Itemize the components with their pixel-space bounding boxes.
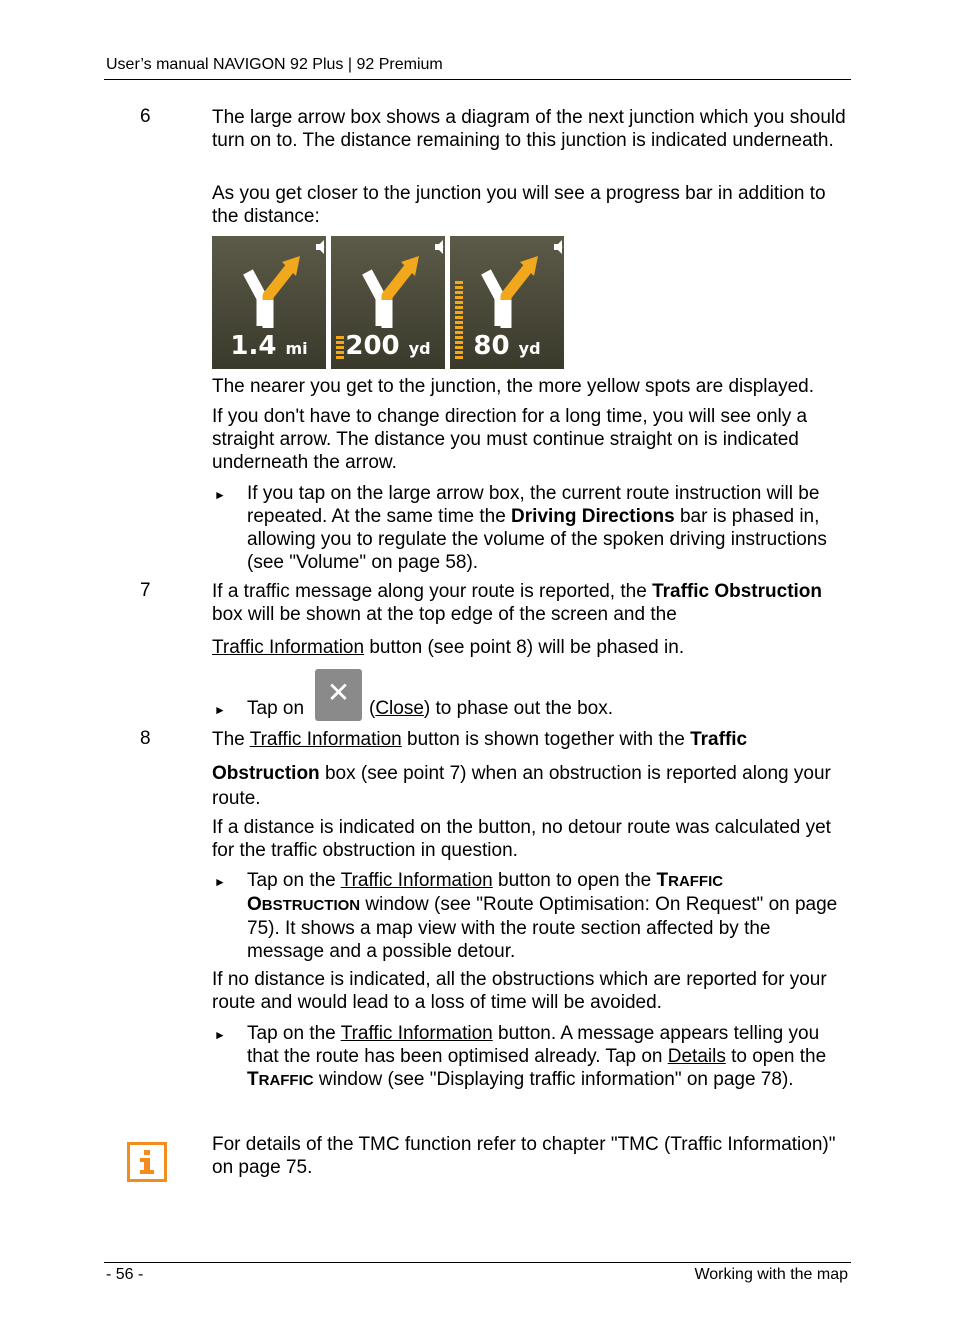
paragraph: The large arrow box shows a diagram of the next junction which you should turn on to. The distance remaining to this junction is indicated underneath. xyxy=(212,107,846,151)
bullet-item: Tap on the Traffic Information button. A message appears telling you that the route has been optimised already. Tap on Details to open the TRAFFIC window (see "Displaying traffic information" on page 78). xyxy=(247,1023,827,1090)
bullet-item: Tap on the Traffic Information button to open the TRAFFIC OBSTRUCTION window (see "Route Optimisation: On Request" on page 75). It shows a map view with the route section affected by the message and a possible detour. xyxy=(247,870,838,962)
bullet-item-cont: (Close) to phase out the box. xyxy=(369,698,613,719)
close-x-icon[interactable]: ✕ xyxy=(315,669,362,721)
bullet-item: Tap on xyxy=(247,698,305,719)
item-number: 7 xyxy=(140,580,151,601)
progress-spot xyxy=(455,326,463,329)
traffic-information-link[interactable]: Traffic Information xyxy=(249,729,402,750)
paragraph: If you don't have to change direction for a long time, you will see only a straight arrow. The distance you must continue straight on is indicated underneath the arrow. xyxy=(212,406,808,473)
progress-spot xyxy=(455,281,463,284)
item-number: 6 xyxy=(140,106,151,127)
paragraph: If a distance is indicated on the button, no detour route was calculated yet for the traffic obstruction in question. xyxy=(212,817,831,861)
bullet-arrow-icon: ► xyxy=(214,1028,226,1042)
page-number: - 56 - xyxy=(106,1266,144,1283)
traffic-information-link[interactable]: Traffic Information xyxy=(340,870,493,891)
progress-spot xyxy=(455,296,463,299)
note-text: For details of the TMC function refer to chapter "TMC (Traffic Information)" on page 75. xyxy=(212,1134,836,1178)
distance-label: 1.4 mi xyxy=(230,331,308,361)
progress-spot xyxy=(455,306,463,309)
bullet-item: If you tap on the large arrow box, the current route instruction will be repeated. At the same time the Driving Directions bar is phased in, allowing you to regulate the volume of the spoken driving instructions (see "Volume" on page 58). xyxy=(247,483,827,573)
distance-label: 200 yd xyxy=(345,331,431,361)
progress-spot xyxy=(455,311,463,314)
bullet-arrow-icon: ► xyxy=(214,488,226,502)
progress-spot xyxy=(455,286,463,289)
item-number: 8 xyxy=(140,728,151,749)
bullet-arrow-icon: ► xyxy=(214,875,226,889)
bullet-arrow-icon: ► xyxy=(214,703,226,717)
header-divider xyxy=(104,79,851,80)
paragraph: Obstruction box (see point 7) when an obstruction is reported along your route. xyxy=(212,763,831,809)
paragraph: If no distance is indicated, all the obstructions which are reported for your route and would lead to a loss of time will be avoided. xyxy=(212,969,827,1013)
progress-spot xyxy=(455,291,463,294)
info-icon xyxy=(127,1142,167,1182)
distance-label: 80 yd xyxy=(473,331,541,361)
arrow-box-tile xyxy=(450,236,564,369)
footer-section: Working with the map xyxy=(694,1266,848,1283)
paragraph: Traffic Information button (see point 8) will be phased in. xyxy=(212,637,685,658)
details-link[interactable]: Details xyxy=(667,1046,726,1067)
paragraph: As you get closer to the junction you will see a progress bar in addition to the distance: xyxy=(212,183,826,227)
traffic-information-link[interactable]: Traffic Information xyxy=(212,637,365,658)
paragraph: The nearer you get to the junction, the more yellow spots are displayed. xyxy=(212,376,815,397)
progress-spot xyxy=(455,321,463,324)
paragraph: The Traffic Information button is shown together with the Traffic xyxy=(212,729,748,750)
paragraph: If a traffic message along your route is reported, the Traffic Obstruction box will be shown at the top edge of the screen and the xyxy=(212,581,823,625)
page-header: User’s manual NAVIGON 92 Plus | 92 Premium xyxy=(106,56,443,73)
traffic-information-link[interactable]: Traffic Information xyxy=(340,1023,493,1044)
progress-spot xyxy=(455,316,463,319)
progress-spot xyxy=(455,301,463,304)
arrow-box-tile xyxy=(212,236,326,369)
arrow-box-tile xyxy=(331,236,445,369)
close-link[interactable]: Close xyxy=(375,698,424,719)
footer-divider xyxy=(104,1262,851,1263)
